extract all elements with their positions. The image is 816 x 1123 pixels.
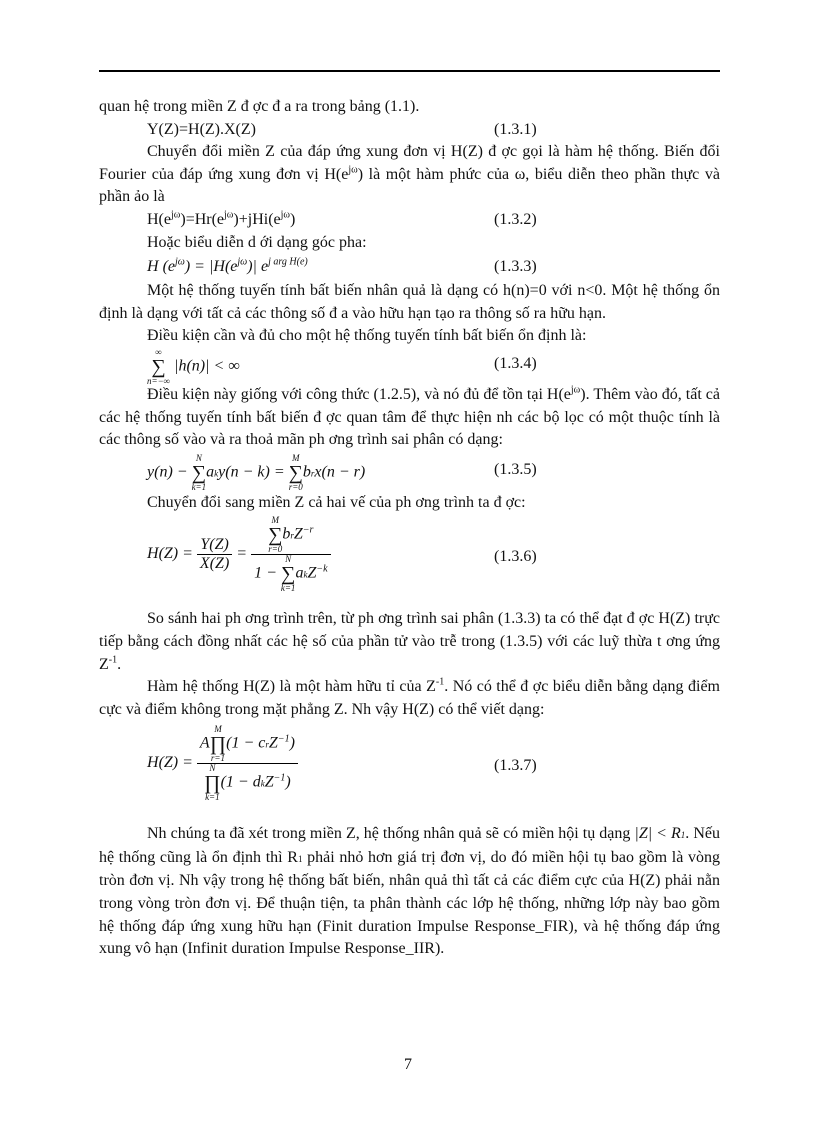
equation-1-3-4: [147, 348, 720, 384]
paragraph-text: phải nhỏ hơn giá trị đơn vị, do đó miền hội tụ bao gồm là vòng tròn đơn vị. Nh vậy trong hệ thống bất biến, nhân quả thì tất cả các điểm cực của H(Z) phải nằn trong vòng tròn đơn vị. Để thuận tiện, ta phân thành các lớp hệ thống, những lớp này bao gồm hệ thống đáp ứng xung hữu hạn (Finit duration Impulse Response_FIR), và hệ thống đáp ứng xung vô hạn (Infinit duration Impulse Response_IIR).: [99, 848, 721, 958]
document-body: [99, 96, 720, 961]
paragraph: [99, 676, 720, 721]
subscript: 1: [297, 853, 303, 864]
equation-formula: H $(e^{j\omega}) = |H(e^{j\omega})|$ $e^{j arg H(e)}$: [147, 256, 308, 276]
paragraph-text: ). Thêm vào đó, tất cả các hệ thống tuyến tính bất biến đ ợc quan tâm để thực hiện nh các bộ lọc có một thuộc tính là các thông số vào và ra thoả mãn ph ơng trình sai phân có dạng:: [99, 385, 721, 449]
equation-1-3-5: [147, 452, 720, 492]
equation-1-3-2: [99, 209, 720, 232]
superscript: -1: [435, 676, 445, 688]
equation-number: (1.3.7): [494, 757, 537, 775]
paragraph-text: So sánh hai ph ơng trình trên, từ ph ơng trình sai phân (1.3.3) ta có thể đạt đ ợc H(Z) trực tiếp bằng cách đồng nhất các hệ số của phần tử vào trễ trong (1.3.5) với các luỹ thừa t ơng ứng Z: [99, 610, 720, 673]
paragraph-text: Nh chúng ta đã xét trong miền Z, hệ thống nhân quả sẽ có miền hội tụ dạng: [147, 825, 631, 843]
paragraph-text: . Nó có thể đ ợc biểu diễn bằng dạng điểm cực và điểm không trong mặt phẳng Z. Nh vậy H(Z) có thể viết dạng:: [99, 678, 720, 718]
equation-number: (1.3.1): [494, 120, 537, 138]
equation-1-3-1: [99, 119, 720, 142]
paragraph: quan hệ trong miền Z đ ợc đ a ra trong bảng (1.1).: [99, 98, 420, 115]
paragraph-text: Điều kiện này giống với công thức (1.2.5), và nó đủ để tồn tại H(e: [147, 385, 571, 403]
equation-number: (1.3.2): [494, 210, 537, 228]
equation-text: Y(Z)=H(Z).X(Z): [147, 120, 256, 138]
paragraph: Một hệ thống tuyến tính bất biến nhân quả là dạng có h(n)=0 với n<0. Một hệ thống ổn định là dạng với tất cả các thông số đ a vào hữu hạn tạo ra thông số ra hữu hạn.: [99, 282, 720, 322]
superscript: jω: [570, 384, 581, 396]
paragraph: Chuyển đổi sang miền Z cả hai vế của ph ơng trình ta đ ợc:: [147, 493, 526, 511]
equation-number: (1.3.4): [494, 354, 537, 372]
equation-text: $H(e^{j\omega})=Hr(e^{j\omega})+jHi(e^{j\omega})$: [147, 209, 296, 228]
paragraph: [99, 608, 720, 676]
paragraph-text: Chuyển đổi miền Z của đáp ứng xung đơn vị H(Z) đ ợc gọi là hàm hệ thống. Biến đổi Fourier của đáp ứng xung đơn vị H(e: [99, 143, 720, 183]
equation-1-3-7: [147, 721, 720, 815]
paragraph-text: .: [117, 655, 122, 673]
superscript: jω: [348, 164, 358, 176]
superscript: -1: [108, 654, 118, 666]
paragraph-text: . Nếu hệ thống cũng là ổn định thì R: [99, 825, 720, 866]
equation-formula: H(Z) = $\frac{Y(Z)}{X(Z)}$ = M ∑ r=0 brZ$^{-r}$ 1 − N ∑ k=1 akZ$^{-k}$: [147, 516, 331, 593]
paragraph: [99, 823, 720, 961]
paragraph-text: ) là một hàm phức của ω, biểu diễn theo phần thực và phần ảo là: [99, 165, 721, 206]
equation-1-3-3: [99, 254, 720, 280]
equation-formula: y(n) − N ∑ k=1 aky(n − k) = M ∑ r=0 brx(n − r): [147, 452, 366, 492]
equation-formula: ∞ ∑ n=−∞ |h(n)| < ∞: [147, 346, 240, 386]
paragraph: [99, 141, 720, 209]
paragraph-text: Hàm hệ thống H(Z) là một hàm hữu tỉ của Z: [147, 678, 436, 696]
equation-number: (1.3.5): [494, 460, 537, 478]
equation-1-3-6: [147, 514, 720, 606]
paragraph: Điều kiện cần và đủ cho một hệ thống tuyến tính bất biến ổn định là:: [147, 327, 587, 345]
roc-formula: |Z| < R1: [634, 825, 686, 843]
equation-number: (1.3.3): [494, 258, 537, 276]
header-rule: [99, 70, 720, 72]
equation-number: (1.3.6): [494, 548, 537, 566]
page-number: 7: [404, 1056, 412, 1073]
paragraph: [99, 384, 720, 452]
equation-formula: H(Z) = A M ∏ r=1 (1 − crZ$^{-1}$) N ∏ k=1 (1 − dkZ$^{-1}$): [147, 725, 298, 802]
paragraph: Hoặc biểu diễn d ới dạng góc pha:: [147, 233, 367, 251]
